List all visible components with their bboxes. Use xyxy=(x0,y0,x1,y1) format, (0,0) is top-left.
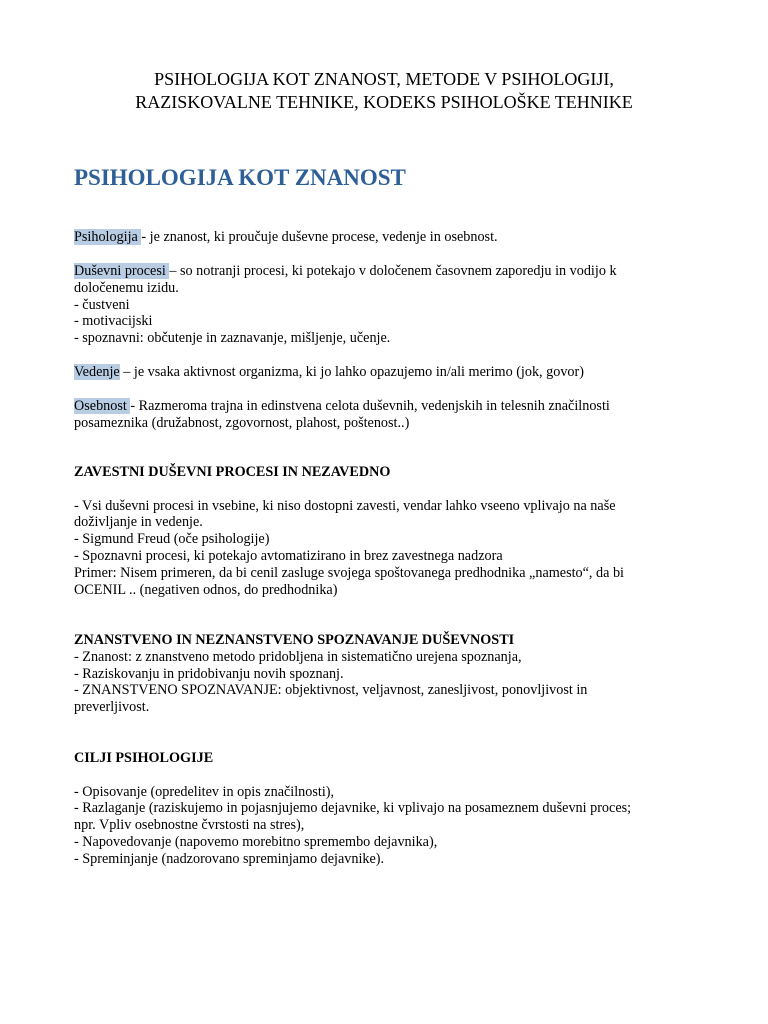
paragraph-line: OCENIL .. (negativen odnos, do predhodnika) xyxy=(74,581,338,598)
definition-osebnost xyxy=(74,398,704,432)
paragraph-line: - Razlaganje (raziskujemo in pojasnjujemo dejavnike, ki vplivajo na posameznem duševni proces; xyxy=(74,800,632,817)
list-item: - spoznavni: občutenje in zaznavanje, mišljenje, učenje. xyxy=(74,330,391,347)
paragraph-line: npr. Vpliv osebnostne čvrstosti na stres), xyxy=(74,817,305,834)
paragraph-line: - Raziskovanju in pridobivanju novih spoznanj. xyxy=(74,665,344,682)
definition-text: - Razmeroma trajna in edinstvena celota duševnih, vedenjskih in telesnih značilnosti xyxy=(130,398,610,414)
section-heading: ZAVESTNI DUŠEVNI PROCESI IN NEZAVEDNO xyxy=(74,464,391,480)
definition-text: - je znanost, ki proučuje duševne procese, vedenje in osebnost. xyxy=(141,229,498,245)
section-heading: ZNANSTVENO IN NEZNANSTVENO SPOZNAVANJE DUŠEVNOSTI xyxy=(74,632,515,648)
paragraph-line: - Vsi duševni procesi in vsebine, ki niso dostopni zavesti, vendar lahko vseeno vplivajo na naše xyxy=(74,497,616,514)
paragraph-line: - ZNANSTVENO SPOZNAVANJE: objektivnost, veljavnost, zanesljivost, ponovljivost in xyxy=(74,682,588,699)
section-cilji-psihologije xyxy=(74,750,704,868)
paragraph-line: Primer: Nisem primeren, da bi cenil zasluge svojega spoštovanega predhodnika „namesto“, da bi xyxy=(74,564,624,581)
definition-text: – so notranji procesi, ki potekajo v določenem časovnem zaporedju in vodijo k xyxy=(169,263,617,279)
section-zavestni-procesi xyxy=(74,464,704,598)
paragraph-line: - Sigmund Freud (oče psihologije) xyxy=(74,531,270,548)
paragraph-line: - Znanost: z znanstveno metodo pridobljena in sistematično urejena spoznanja, xyxy=(74,648,522,665)
section-spoznavanje xyxy=(74,632,704,716)
title-line-2: RAZISKOVALNE TEHNIKE, KODEKS PSIHOLOŠKE TEHNIKE xyxy=(135,92,633,112)
paragraph-line: - Spreminjanje (nadzorovano spreminjamo dejavnike). xyxy=(74,850,385,867)
list-item: - motivacijski xyxy=(74,313,153,330)
paragraph-line: - Opisovanje (opredelitev in opis značilnosti), xyxy=(74,783,335,800)
paragraph-line: preverljivost. xyxy=(74,699,150,716)
definition-dusevni-procesi xyxy=(74,263,704,347)
term-psihologija: Psihologija xyxy=(74,229,142,245)
definition-continuation: določenemu izidu. xyxy=(74,279,179,296)
title-line-1: PSIHOLOGIJA KOT ZNANOST, METODE V PSIHOLOGIJI, xyxy=(154,69,614,89)
definition-psihologija xyxy=(74,229,704,246)
section-heading: CILJI PSIHOLOGIJE xyxy=(74,750,214,766)
term-osebnost: Osebnost xyxy=(74,398,131,414)
section-heading-main: PSIHOLOGIJA KOT ZNANOST xyxy=(74,165,406,190)
definition-vedenje xyxy=(74,364,704,381)
paragraph-line: - Napovedovanje (napovemo morebitno spremembo dejavnika), xyxy=(74,833,438,850)
definition-text: – je vsaka aktivnost organizma, ki jo lahko opazujemo in/ali merimo (jok, govor) xyxy=(119,364,584,380)
list-item: - čustveni xyxy=(74,296,130,313)
term-vedenje: Vedenje xyxy=(74,364,120,380)
paragraph-line: doživljanje in vedenje. xyxy=(74,514,203,531)
document-title xyxy=(0,68,768,114)
paragraph-line: - Spoznavni procesi, ki potekajo avtomatizirano in brez zavestnega nadzora xyxy=(74,547,503,564)
definition-continuation: posameznika (družabnost, zgovornost, plahost, poštenost..) xyxy=(74,414,410,431)
term-dusevni-procesi: Duševni procesi xyxy=(74,263,170,279)
